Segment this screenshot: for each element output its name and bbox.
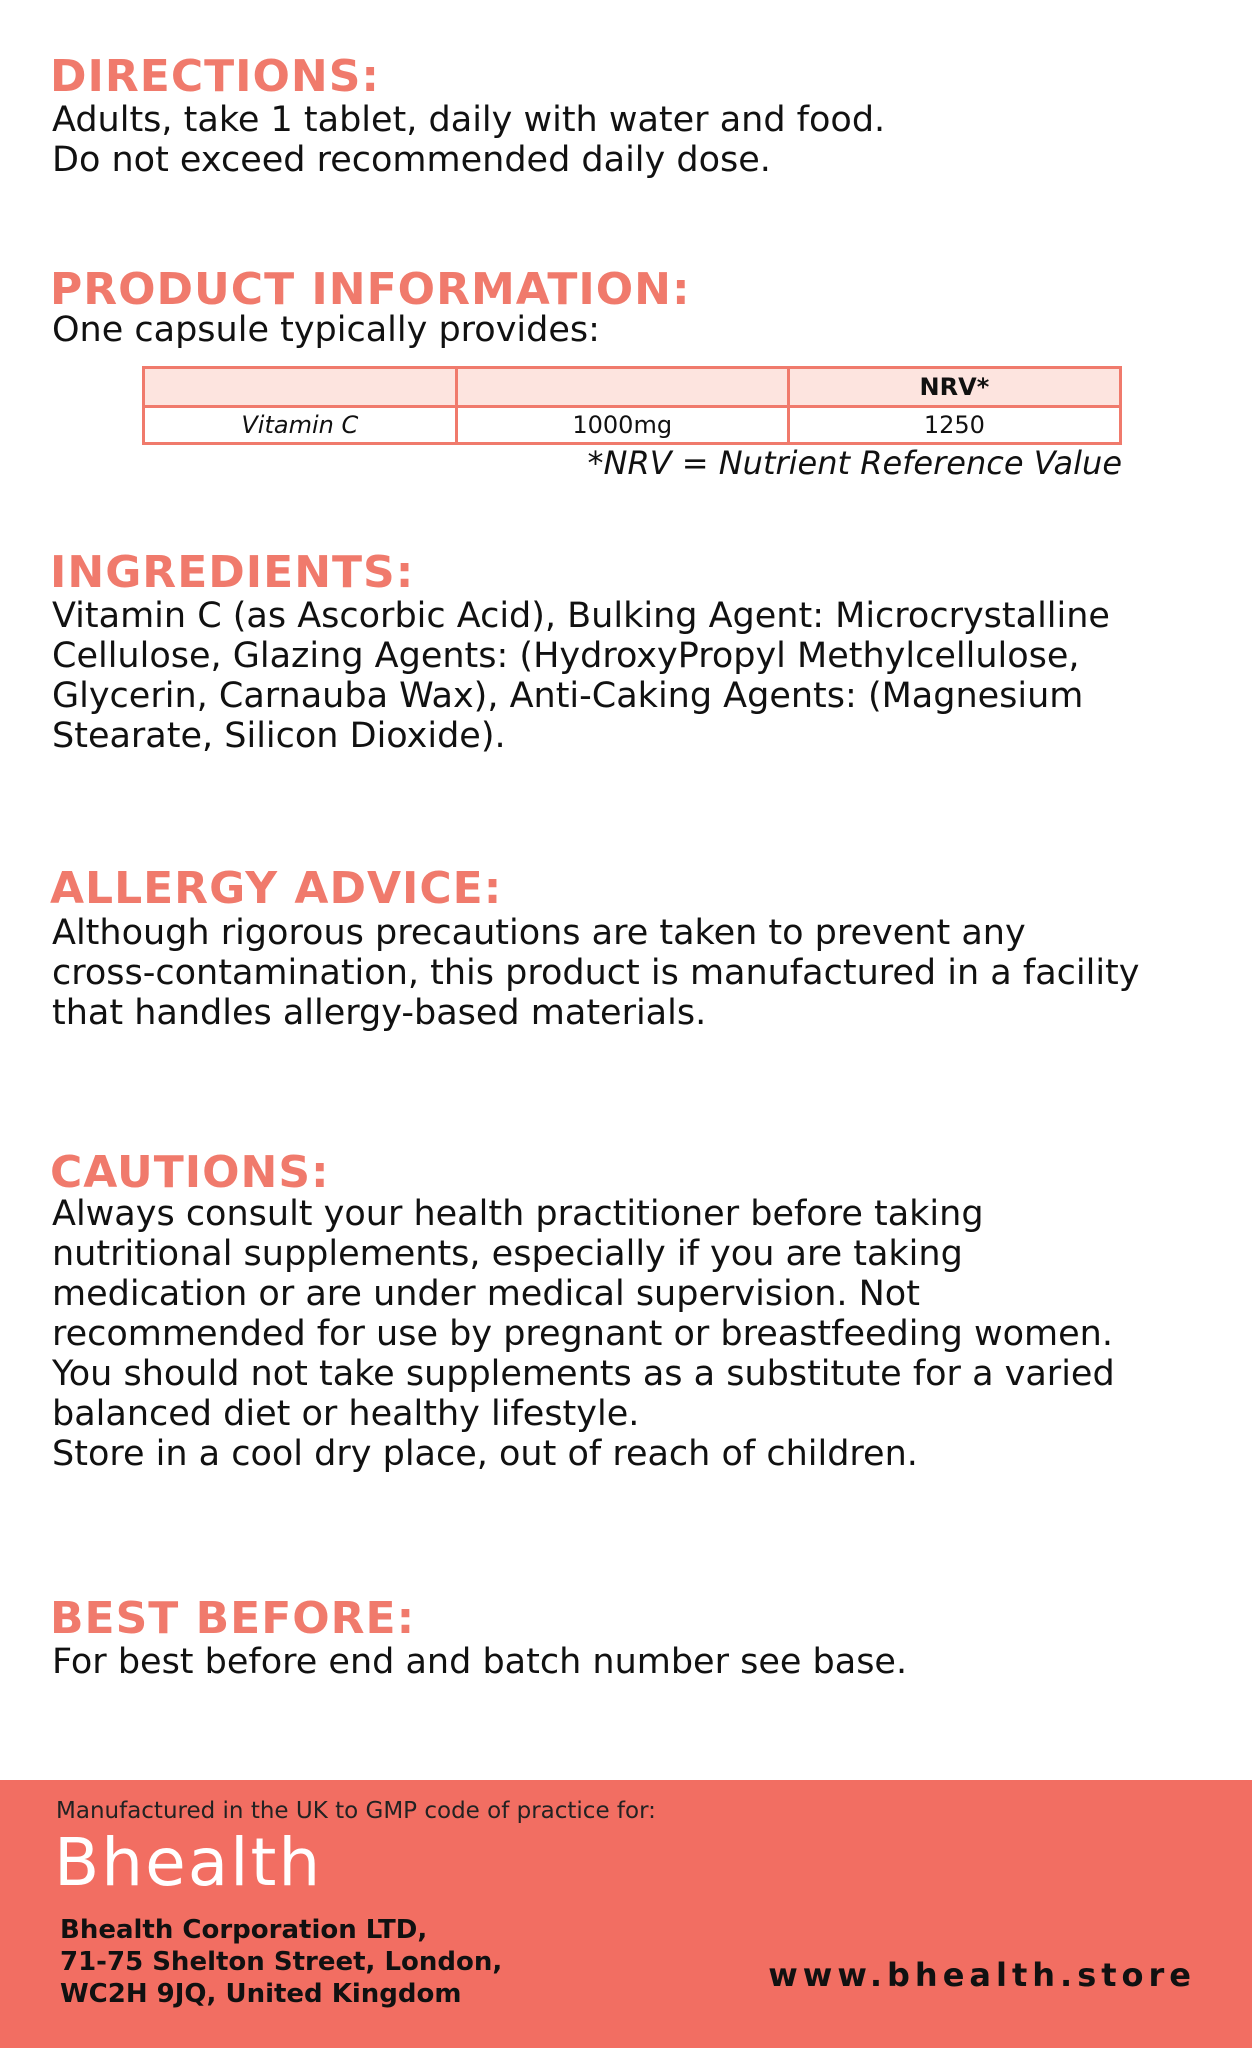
nrv-table-header-cell-nrv: NRV* [788,368,1120,407]
ingredients-heading: INGREDIENTS: [50,547,415,598]
nrv-table [142,366,1122,445]
cautions-line: medication or are under medical supervision. Not [52,1274,920,1314]
nrv-table-nutrient-cell: Vitamin C [144,407,457,444]
product-information-heading: PRODUCT INFORMATION: [50,264,691,315]
cautions-line: nutritional supplements, especially if you are taking [52,1234,963,1274]
cautions-heading: CAUTIONS: [50,1147,330,1198]
nrv-footnote: *NRV = Nutrient Reference Value [587,444,1122,482]
table-row [144,407,1121,444]
directions-heading: DIRECTIONS: [50,51,381,102]
best-before-line: For best before end and batch number see base. [52,1642,908,1682]
ingredients-line: Stearate, Silicon Dioxide). [52,716,506,756]
nrv-table-header-cell [456,368,788,407]
allergy-advice-line: Although rigorous precautions are taken to prevent any [52,913,1026,953]
nrv-table-header-cell [144,368,457,407]
nrv-table-nrv-cell: 1250 [788,407,1120,444]
directions-text [52,100,1212,180]
product-information-intro [52,310,1212,350]
cautions-line: You should not take supplements as a substitute for a varied [52,1354,1115,1394]
ingredients-line: Cellulose, Glazing Agents: (HydroxyPropyl Methylcellulose, [52,636,1080,676]
cautions-line: Always consult your health practitioner before taking [52,1194,984,1234]
address-line: Bhealth Corporation LTD, [60,1915,428,1945]
allergy-advice-text [52,913,1212,1033]
cautions-line: Store in a cool dry place, out of reach of children. [52,1434,918,1474]
best-before-heading: BEST BEFORE: [50,1593,416,1644]
ingredients-text [52,596,1212,756]
website-url: www.bhealth.store [768,1956,1196,1994]
manufactured-statement: Manufactured in the UK to GMP code of practice for: [56,1798,656,1824]
nrv-table-header-row [144,368,1121,407]
ingredients-line: Glycerin, Carnauba Wax), Anti-Caking Agents: (Magnesium [52,676,1084,716]
address-line: 71-75 Shelton Street, London, [60,1947,503,1977]
allergy-advice-line: cross-contamination, this product is manufactured in a facility [52,953,1140,993]
nrv-table-amount-cell: 1000mg [456,407,788,444]
product-information-intro-line: One capsule typically provides: [52,310,600,350]
company-address [60,1914,502,2010]
cautions-line: recommended for use by pregnant or breastfeeding women. [52,1314,1113,1354]
allergy-advice-heading: ALLERGY ADVICE: [50,863,503,914]
best-before-text [52,1642,1212,1682]
bhealth-logo: Bhealth [54,1824,323,1901]
footer-banner [0,1780,1252,2048]
directions-line: Do not exceed recommended daily dose. [52,140,771,180]
cautions-text [52,1194,1212,1474]
directions-line: Adults, take 1 tablet, daily with water and food. [52,100,886,140]
cautions-line: balanced diet or healthy lifestyle. [52,1394,640,1434]
address-line: WC2H 9JQ, United Kingdom [60,1979,462,2009]
ingredients-line: Vitamin C (as Ascorbic Acid), Bulking Agent: Microcrystalline [52,596,1110,636]
allergy-advice-line: that handles allergy-based materials. [52,993,707,1033]
